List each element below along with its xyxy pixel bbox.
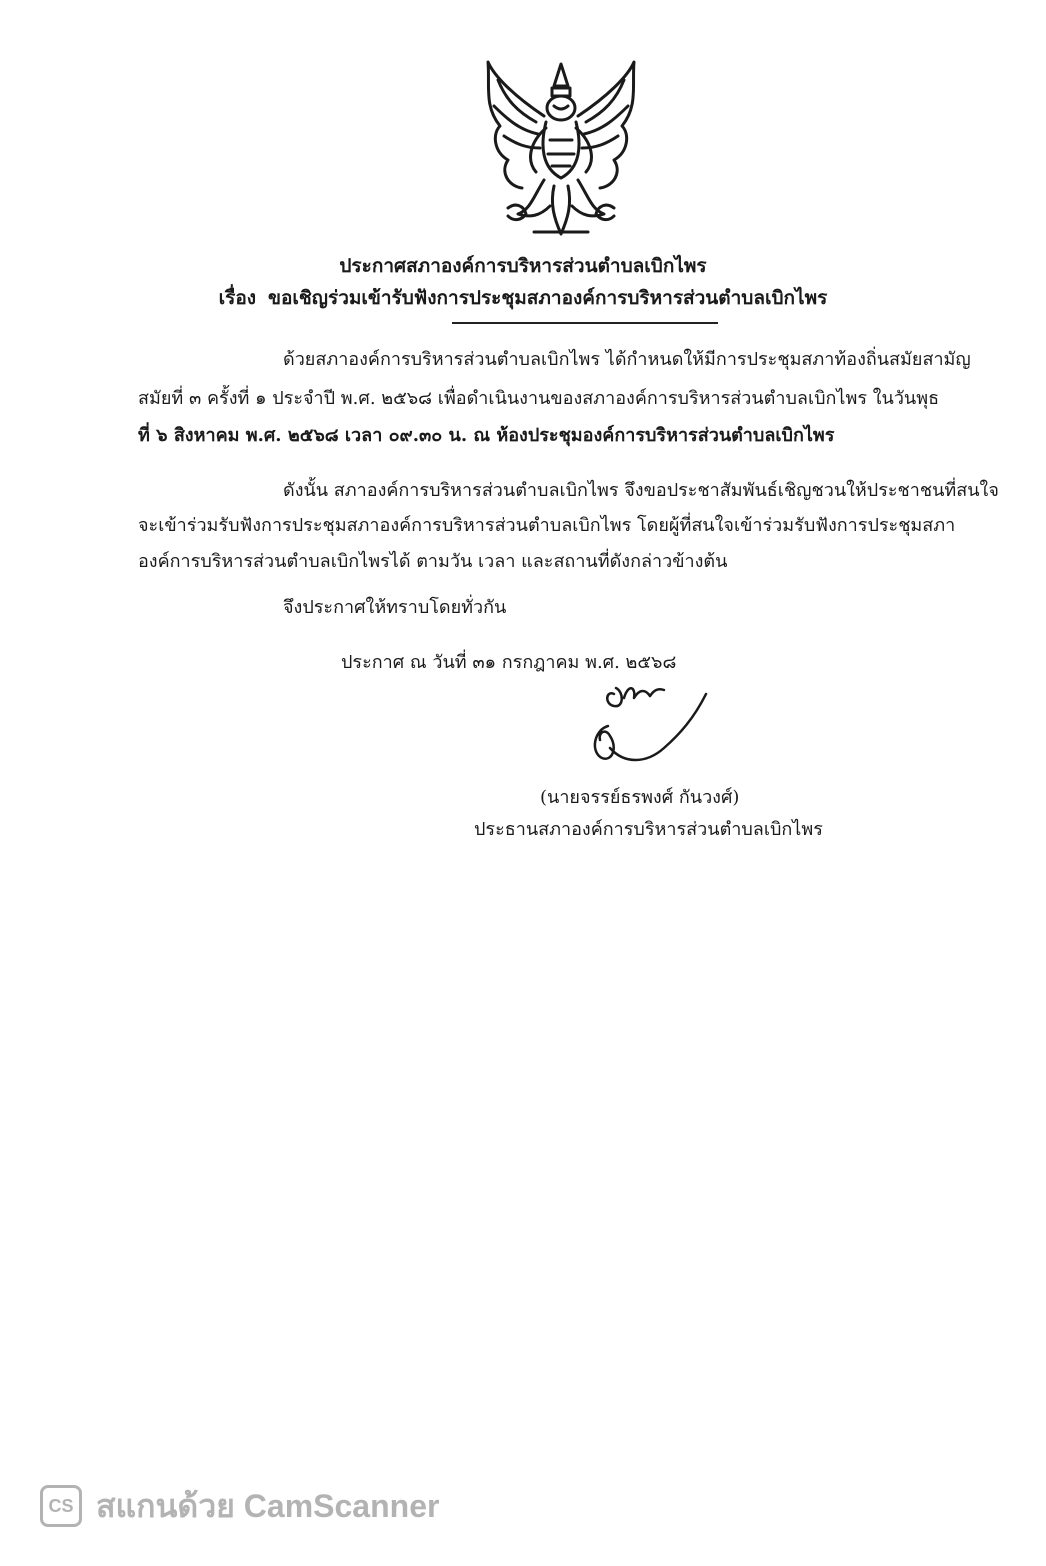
handwritten-signature-icon [584, 678, 714, 770]
announcement-subject [0, 286, 1046, 310]
paragraph2-line2: จะเข้าร่วมรับฟังการประชุมสภาองค์การบริหารส่วนตำบลเบิกไพร โดยผู้ที่สนใจเข้าร่วมรับฟังการประชุมสภา [138, 515, 956, 536]
signer-title: ประธานสภาองค์การบริหารส่วนตำบลเบิกไพร [474, 819, 823, 840]
watermark-text: สแกนด้วย CamScanner [96, 1487, 440, 1524]
paragraph2-line1: ดังนั้น สภาองค์การบริหารส่วนตำบลเบิกไพร จึงขอประชาสัมพันธ์เชิญชวนให้ประชาชนที่สนใจ [283, 480, 999, 501]
subject-label: เรื่อง [218, 287, 257, 309]
paragraph1-line1: ด้วยสภาองค์การบริหารส่วนตำบลเบิกไพร ได้กำหนดให้มีการประชุมสภาท้องถิ่นสมัยสามัญ [283, 349, 971, 370]
paragraph1-line3: ที่ ๖ สิงหาคม พ.ศ. ๒๕๖๘ เวลา ๐๙.๓๐ น. ณ ห้องประชุมองค์การบริหารส่วนตำบลเบิกไพร [138, 425, 835, 446]
signer-name: (นายจรรย์ธรพงศ์ กันวงศ์) [540, 787, 740, 808]
camscanner-logo-icon [40, 1485, 82, 1527]
announcement-date: ประกาศ ณ วันที่ ๓๑ กรกฎาคม พ.ศ. ๒๕๖๘ [341, 652, 677, 673]
garuda-emblem-icon [474, 56, 648, 242]
paragraph2-line3: องค์การบริหารส่วนตำบลเบิกไพรได้ ตามวัน เวลา และสถานที่ดังกล่าวข้างต้น [138, 551, 728, 572]
closing-statement: จึงประกาศให้ทราบโดยทั่วกัน [283, 597, 507, 618]
announcement-title: ประกาศสภาองค์การบริหารส่วนตำบลเบิกไพร [339, 255, 707, 277]
camscanner-logo-text: CS [48, 1495, 74, 1516]
camscanner-watermark [40, 1483, 439, 1529]
heading-divider [452, 322, 718, 324]
paragraph1-line2: สมัยที่ ๓ ครั้งที่ ๑ ประจำปี พ.ศ. ๒๕๖๘ เพื่อดำเนินงานของสภาองค์การบริหารส่วนตำบลเบิกไพร ในวันพุธ [138, 388, 940, 409]
subject-text: ขอเชิญร่วมเข้ารับฟังการประชุมสภาองค์การบริหารส่วนตำบลเบิกไพร [268, 287, 828, 309]
